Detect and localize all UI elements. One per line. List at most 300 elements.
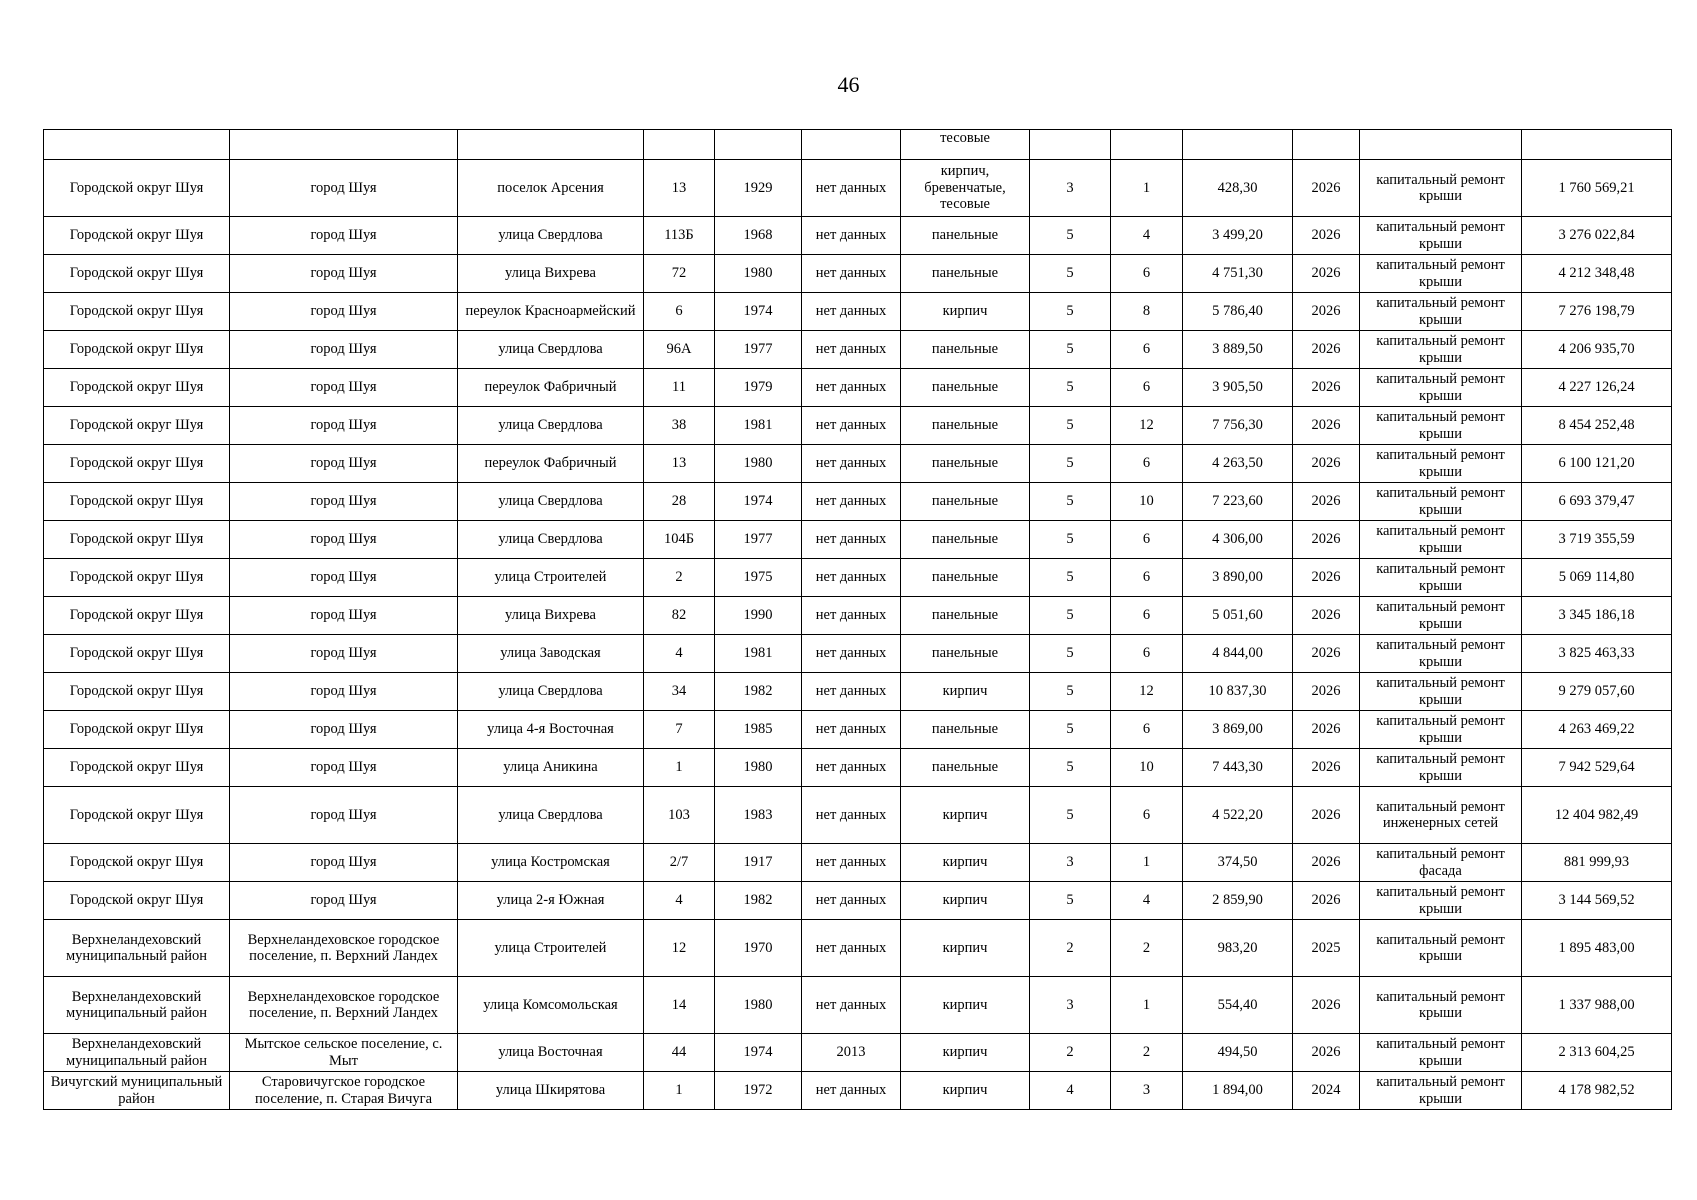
work-cell: капитальный ремонт крыши (1360, 711, 1522, 749)
area-cell: 7 223,60 (1183, 483, 1293, 521)
walls-cell: панельные (901, 331, 1030, 369)
last-repair-cell: нет данных (802, 521, 901, 559)
area-cell: 4 522,20 (1183, 787, 1293, 844)
area-cell: 4 263,50 (1183, 445, 1293, 483)
last-repair-cell: нет данных (802, 369, 901, 407)
table-row (44, 787, 1672, 844)
area-cell: 7 443,30 (1183, 749, 1293, 787)
walls-cell: панельные (901, 749, 1030, 787)
walls-cell: панельные (901, 407, 1030, 445)
district-cell: Городской округ Шуя (44, 483, 230, 521)
house-cell: 2/7 (644, 844, 715, 882)
year-built-cell: 1979 (715, 369, 802, 407)
table-row (44, 217, 1672, 255)
last-repair-cell: нет данных (802, 749, 901, 787)
settlement-cell: город Шуя (230, 407, 458, 445)
plan-year-cell: 2026 (1293, 844, 1360, 882)
table-row (44, 559, 1672, 597)
floors-cell: 5 (1030, 255, 1111, 293)
plan-year-cell: 2026 (1293, 521, 1360, 559)
cost-cell: 1 895 483,00 (1522, 920, 1672, 977)
settlement-cell: город Шуя (230, 597, 458, 635)
entrances-cell: 6 (1111, 597, 1183, 635)
plan-year-cell: 2026 (1293, 711, 1360, 749)
area-cell: 3 869,00 (1183, 711, 1293, 749)
plan-year-cell: 2026 (1293, 407, 1360, 445)
table-row (44, 1034, 1672, 1072)
walls-cell: кирпич (901, 977, 1030, 1034)
cost-cell: 8 454 252,48 (1522, 407, 1672, 445)
work-cell: капитальный ремонт крыши (1360, 331, 1522, 369)
last-repair-cell: 2013 (802, 1034, 901, 1072)
floors-cell: 5 (1030, 635, 1111, 673)
table-row (44, 920, 1672, 977)
floors-cell: 5 (1030, 597, 1111, 635)
floors-cell: 3 (1030, 160, 1111, 217)
work-cell: капитальный ремонт крыши (1360, 977, 1522, 1034)
street-cell: улица 2-я Южная (458, 882, 644, 920)
plan-year-cell: 2026 (1293, 559, 1360, 597)
district-cell: Верхнеландеховский муниципальный район (44, 1034, 230, 1072)
entrances-cell: 4 (1111, 217, 1183, 255)
area-cell: 4 844,00 (1183, 635, 1293, 673)
cost-cell: 12 404 982,49 (1522, 787, 1672, 844)
area-cell: 2 859,90 (1183, 882, 1293, 920)
street-cell: улица Комсомольская (458, 977, 644, 1034)
house-cell: 104Б (644, 521, 715, 559)
floors-cell: 2 (1030, 1034, 1111, 1072)
table-row (44, 407, 1672, 445)
entrances-cell: 6 (1111, 331, 1183, 369)
table-cell (1183, 130, 1293, 160)
table-row (44, 255, 1672, 293)
house-cell: 6 (644, 293, 715, 331)
settlement-cell: город Шуя (230, 331, 458, 369)
cost-cell: 4 227 126,24 (1522, 369, 1672, 407)
entrances-cell: 6 (1111, 635, 1183, 673)
continuation-row (44, 130, 1672, 160)
settlement-cell: Верхнеландеховское городское поселение, п. Верхний Ландех (230, 920, 458, 977)
entrances-cell: 10 (1111, 749, 1183, 787)
last-repair-cell: нет данных (802, 882, 901, 920)
area-cell: 554,40 (1183, 977, 1293, 1034)
work-cell: капитальный ремонт крыши (1360, 217, 1522, 255)
area-cell: 374,50 (1183, 844, 1293, 882)
last-repair-cell: нет данных (802, 787, 901, 844)
work-cell: капитальный ремонт инженерных сетей (1360, 787, 1522, 844)
street-cell: улица Свердлова (458, 483, 644, 521)
street-cell: улица Свердлова (458, 787, 644, 844)
table-row (44, 160, 1672, 217)
plan-year-cell: 2026 (1293, 749, 1360, 787)
house-cell: 14 (644, 977, 715, 1034)
last-repair-cell: нет данных (802, 255, 901, 293)
last-repair-cell: нет данных (802, 559, 901, 597)
cost-cell: 9 279 057,60 (1522, 673, 1672, 711)
settlement-cell: город Шуя (230, 217, 458, 255)
cost-cell: 881 999,93 (1522, 844, 1672, 882)
district-cell: Городской округ Шуя (44, 331, 230, 369)
work-cell: капитальный ремонт крыши (1360, 749, 1522, 787)
area-cell: 10 837,30 (1183, 673, 1293, 711)
cost-cell: 6 100 121,20 (1522, 445, 1672, 483)
cost-cell: 4 178 982,52 (1522, 1072, 1672, 1110)
plan-year-cell: 2026 (1293, 255, 1360, 293)
floors-cell: 3 (1030, 977, 1111, 1034)
entrances-cell: 6 (1111, 369, 1183, 407)
page-number: 46 (837, 72, 860, 97)
walls-cell: панельные (901, 445, 1030, 483)
cost-cell: 7 942 529,64 (1522, 749, 1672, 787)
area-cell: 4 306,00 (1183, 521, 1293, 559)
last-repair-cell: нет данных (802, 673, 901, 711)
street-cell: переулок Красноармейский (458, 293, 644, 331)
table-cell (1030, 130, 1111, 160)
street-cell: улица Вихрева (458, 597, 644, 635)
work-cell: капитальный ремонт крыши (1360, 597, 1522, 635)
settlement-cell: город Шуя (230, 711, 458, 749)
walls-cell: панельные (901, 483, 1030, 521)
cost-cell: 3 276 022,84 (1522, 217, 1672, 255)
floors-cell: 5 (1030, 787, 1111, 844)
last-repair-cell: нет данных (802, 977, 901, 1034)
year-built-cell: 1974 (715, 1034, 802, 1072)
floors-cell: 5 (1030, 331, 1111, 369)
floors-cell: 2 (1030, 920, 1111, 977)
plan-year-cell: 2026 (1293, 483, 1360, 521)
house-cell: 28 (644, 483, 715, 521)
floors-cell: 5 (1030, 882, 1111, 920)
year-built-cell: 1980 (715, 749, 802, 787)
house-cell: 11 (644, 369, 715, 407)
cost-cell: 3 825 463,33 (1522, 635, 1672, 673)
table-row (44, 293, 1672, 331)
work-cell: капитальный ремонт фасада (1360, 844, 1522, 882)
street-cell: улица Вихрева (458, 255, 644, 293)
house-cell: 1 (644, 749, 715, 787)
year-built-cell: 1968 (715, 217, 802, 255)
area-cell: 4 751,30 (1183, 255, 1293, 293)
district-cell: Вичугский муниципальный район (44, 1072, 230, 1110)
year-built-cell: 1917 (715, 844, 802, 882)
work-cell: капитальный ремонт крыши (1360, 407, 1522, 445)
year-built-cell: 1975 (715, 559, 802, 597)
work-cell: капитальный ремонт крыши (1360, 635, 1522, 673)
house-cell: 7 (644, 711, 715, 749)
walls-cell: кирпич (901, 787, 1030, 844)
floors-cell: 5 (1030, 711, 1111, 749)
house-cell: 4 (644, 882, 715, 920)
floors-cell: 3 (1030, 844, 1111, 882)
entrances-cell: 6 (1111, 787, 1183, 844)
year-built-cell: 1977 (715, 521, 802, 559)
house-cell: 96А (644, 331, 715, 369)
street-cell: улица Шкирятова (458, 1072, 644, 1110)
house-cell: 1 (644, 1072, 715, 1110)
last-repair-cell: нет данных (802, 407, 901, 445)
house-cell: 34 (644, 673, 715, 711)
house-cell: 2 (644, 559, 715, 597)
plan-year-cell: 2026 (1293, 597, 1360, 635)
street-cell: улица Свердлова (458, 407, 644, 445)
house-cell: 4 (644, 635, 715, 673)
year-built-cell: 1972 (715, 1072, 802, 1110)
plan-year-cell: 2026 (1293, 293, 1360, 331)
last-repair-cell: нет данных (802, 293, 901, 331)
plan-year-cell: 2024 (1293, 1072, 1360, 1110)
walls-cell: кирпич (901, 1034, 1030, 1072)
district-cell: Городской округ Шуя (44, 749, 230, 787)
street-cell: переулок Фабричный (458, 369, 644, 407)
area-cell: 3 889,50 (1183, 331, 1293, 369)
entrances-cell: 12 (1111, 407, 1183, 445)
house-cell: 44 (644, 1034, 715, 1072)
area-cell: 3 905,50 (1183, 369, 1293, 407)
capital-repair-table (43, 129, 1672, 1110)
house-cell: 82 (644, 597, 715, 635)
last-repair-cell: нет данных (802, 1072, 901, 1110)
street-cell: улица Заводская (458, 635, 644, 673)
street-cell: улица 4-я Восточная (458, 711, 644, 749)
plan-year-cell: 2025 (1293, 920, 1360, 977)
settlement-cell: город Шуя (230, 787, 458, 844)
floors-cell: 5 (1030, 445, 1111, 483)
walls-cell: кирпич (901, 1072, 1030, 1110)
table-cell (1293, 130, 1360, 160)
area-cell: 1 894,00 (1183, 1072, 1293, 1110)
cost-cell: 1 337 988,00 (1522, 977, 1672, 1034)
settlement-cell: город Шуя (230, 844, 458, 882)
walls-cell: кирпич (901, 673, 1030, 711)
entrances-cell: 8 (1111, 293, 1183, 331)
street-cell: улица Строителей (458, 920, 644, 977)
year-built-cell: 1990 (715, 597, 802, 635)
walls-cell: кирпич, бревенчатые, тесовые (901, 160, 1030, 217)
settlement-cell: город Шуя (230, 521, 458, 559)
cost-cell: 4 263 469,22 (1522, 711, 1672, 749)
walls-cell: панельные (901, 635, 1030, 673)
entrances-cell: 10 (1111, 483, 1183, 521)
entrances-cell: 6 (1111, 255, 1183, 293)
settlement-cell: город Шуя (230, 445, 458, 483)
entrances-cell: 4 (1111, 882, 1183, 920)
district-cell: Городской округ Шуя (44, 882, 230, 920)
walls-cell: кирпич (901, 920, 1030, 977)
table-cell (802, 130, 901, 160)
last-repair-cell: нет данных (802, 331, 901, 369)
cost-cell: 4 212 348,48 (1522, 255, 1672, 293)
work-cell: капитальный ремонт крыши (1360, 1072, 1522, 1110)
floors-cell: 5 (1030, 217, 1111, 255)
year-built-cell: 1980 (715, 255, 802, 293)
last-repair-cell: нет данных (802, 844, 901, 882)
settlement-cell: город Шуя (230, 160, 458, 217)
table-row (44, 711, 1672, 749)
settlement-cell: город Шуя (230, 293, 458, 331)
floors-cell: 5 (1030, 407, 1111, 445)
plan-year-cell: 2026 (1293, 369, 1360, 407)
year-built-cell: 1980 (715, 445, 802, 483)
house-cell: 13 (644, 445, 715, 483)
cost-cell: 5 069 114,80 (1522, 559, 1672, 597)
street-cell: поселок Арсения (458, 160, 644, 217)
table-row (44, 597, 1672, 635)
floors-cell: 5 (1030, 483, 1111, 521)
settlement-cell: город Шуя (230, 483, 458, 521)
last-repair-cell: нет данных (802, 597, 901, 635)
table-body (44, 130, 1672, 1110)
walls-cell: панельные (901, 369, 1030, 407)
settlement-cell: город Шуя (230, 673, 458, 711)
area-cell: 494,50 (1183, 1034, 1293, 1072)
plan-year-cell: 2026 (1293, 445, 1360, 483)
year-built-cell: 1981 (715, 635, 802, 673)
table-row (44, 977, 1672, 1034)
walls-cell: панельные (901, 217, 1030, 255)
walls-cell: тесовые (901, 130, 1030, 160)
table-row (44, 635, 1672, 673)
settlement-cell: город Шуя (230, 749, 458, 787)
last-repair-cell: нет данных (802, 217, 901, 255)
work-cell: капитальный ремонт крыши (1360, 920, 1522, 977)
street-cell: переулок Фабричный (458, 445, 644, 483)
last-repair-cell: нет данных (802, 711, 901, 749)
district-cell: Городской округ Шуя (44, 407, 230, 445)
plan-year-cell: 2026 (1293, 787, 1360, 844)
walls-cell: кирпич (901, 293, 1030, 331)
walls-cell: панельные (901, 597, 1030, 635)
work-cell: капитальный ремонт крыши (1360, 1034, 1522, 1072)
district-cell: Городской округ Шуя (44, 255, 230, 293)
work-cell: капитальный ремонт крыши (1360, 445, 1522, 483)
work-cell: капитальный ремонт крыши (1360, 521, 1522, 559)
last-repair-cell: нет данных (802, 635, 901, 673)
area-cell: 983,20 (1183, 920, 1293, 977)
table-row (44, 673, 1672, 711)
table-cell (458, 130, 644, 160)
table-row (44, 882, 1672, 920)
cost-cell: 6 693 379,47 (1522, 483, 1672, 521)
table-cell (1360, 130, 1522, 160)
table-row (44, 445, 1672, 483)
plan-year-cell: 2026 (1293, 635, 1360, 673)
street-cell: улица Восточная (458, 1034, 644, 1072)
floors-cell: 5 (1030, 521, 1111, 559)
plan-year-cell: 2026 (1293, 882, 1360, 920)
street-cell: улица Костромская (458, 844, 644, 882)
year-built-cell: 1970 (715, 920, 802, 977)
floors-cell: 5 (1030, 293, 1111, 331)
entrances-cell: 6 (1111, 521, 1183, 559)
work-cell: капитальный ремонт крыши (1360, 882, 1522, 920)
district-cell: Верхнеландеховский муниципальный район (44, 920, 230, 977)
cost-cell: 1 760 569,21 (1522, 160, 1672, 217)
entrances-cell: 2 (1111, 1034, 1183, 1072)
district-cell: Городской округ Шуя (44, 597, 230, 635)
last-repair-cell: нет данных (802, 445, 901, 483)
work-cell: капитальный ремонт крыши (1360, 369, 1522, 407)
last-repair-cell: нет данных (802, 920, 901, 977)
settlement-cell: город Шуя (230, 255, 458, 293)
year-built-cell: 1977 (715, 331, 802, 369)
year-built-cell: 1982 (715, 673, 802, 711)
table-row (44, 844, 1672, 882)
district-cell: Городской округ Шуя (44, 844, 230, 882)
entrances-cell: 6 (1111, 559, 1183, 597)
floors-cell: 5 (1030, 673, 1111, 711)
year-built-cell: 1982 (715, 882, 802, 920)
entrances-cell: 2 (1111, 920, 1183, 977)
district-cell: Верхнеландеховский муниципальный район (44, 977, 230, 1034)
settlement-cell: Старовичугское городское поселение, п. Старая Вичуга (230, 1072, 458, 1110)
district-cell: Городской округ Шуя (44, 521, 230, 559)
area-cell: 428,30 (1183, 160, 1293, 217)
entrances-cell: 1 (1111, 160, 1183, 217)
table-row (44, 483, 1672, 521)
house-cell: 113Б (644, 217, 715, 255)
walls-cell: панельные (901, 255, 1030, 293)
street-cell: улица Свердлова (458, 217, 644, 255)
cost-cell: 3 345 186,18 (1522, 597, 1672, 635)
plan-year-cell: 2026 (1293, 673, 1360, 711)
year-built-cell: 1974 (715, 483, 802, 521)
table-row (44, 331, 1672, 369)
cost-cell: 7 276 198,79 (1522, 293, 1672, 331)
district-cell: Городской округ Шуя (44, 711, 230, 749)
district-cell: Городской округ Шуя (44, 445, 230, 483)
settlement-cell: Верхнеландеховское городское поселение, п. Верхний Ландех (230, 977, 458, 1034)
entrances-cell: 12 (1111, 673, 1183, 711)
work-cell: капитальный ремонт крыши (1360, 483, 1522, 521)
year-built-cell: 1929 (715, 160, 802, 217)
district-cell: Городской округ Шуя (44, 673, 230, 711)
table-cell (44, 130, 230, 160)
work-cell: капитальный ремонт крыши (1360, 293, 1522, 331)
cost-cell: 3 144 569,52 (1522, 882, 1672, 920)
walls-cell: кирпич (901, 844, 1030, 882)
area-cell: 7 756,30 (1183, 407, 1293, 445)
table-row (44, 369, 1672, 407)
settlement-cell: город Шуя (230, 635, 458, 673)
cost-cell: 3 719 355,59 (1522, 521, 1672, 559)
table-row (44, 749, 1672, 787)
year-built-cell: 1980 (715, 977, 802, 1034)
house-cell: 38 (644, 407, 715, 445)
plan-year-cell: 2026 (1293, 1034, 1360, 1072)
floors-cell: 5 (1030, 369, 1111, 407)
table-row (44, 521, 1672, 559)
work-cell: капитальный ремонт крыши (1360, 255, 1522, 293)
table-cell (715, 130, 802, 160)
floors-cell: 5 (1030, 749, 1111, 787)
house-cell: 12 (644, 920, 715, 977)
floors-cell: 4 (1030, 1072, 1111, 1110)
plan-year-cell: 2026 (1293, 331, 1360, 369)
work-cell: капитальный ремонт крыши (1360, 673, 1522, 711)
table-cell (644, 130, 715, 160)
street-cell: улица Свердлова (458, 673, 644, 711)
last-repair-cell: нет данных (802, 160, 901, 217)
cost-cell: 2 313 604,25 (1522, 1034, 1672, 1072)
entrances-cell: 3 (1111, 1072, 1183, 1110)
district-cell: Городской округ Шуя (44, 635, 230, 673)
house-cell: 103 (644, 787, 715, 844)
work-cell: капитальный ремонт крыши (1360, 559, 1522, 597)
plan-year-cell: 2026 (1293, 160, 1360, 217)
table-cell (230, 130, 458, 160)
table-cell (1522, 130, 1672, 160)
work-cell: капитальный ремонт крыши (1360, 160, 1522, 217)
